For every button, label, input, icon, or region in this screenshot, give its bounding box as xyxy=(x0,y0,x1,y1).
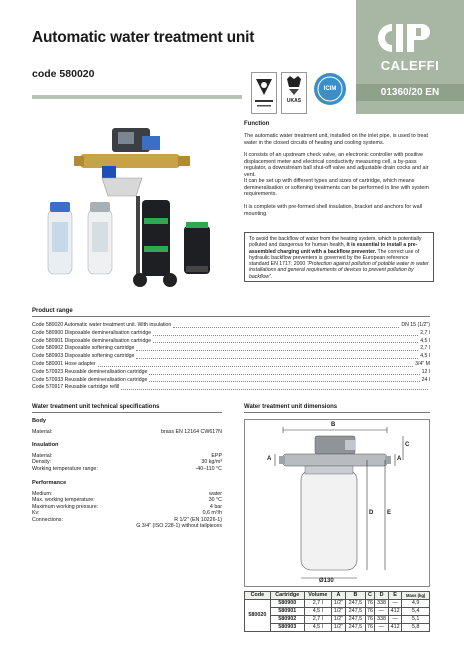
caleffi-logo-icon xyxy=(372,20,448,56)
dimension-label-a: A xyxy=(267,456,272,462)
table-row: 580903 4,5 l 1/2" 247,5 76 — 412 5,8 xyxy=(245,624,430,632)
body-heading: Body xyxy=(32,418,46,424)
function-paragraph: The automatic water treatment unit, installed on the inlet pipe, is used to treat water in the closed circuits of heating and cooling systems. xyxy=(244,133,428,146)
warning-emphasis: it is essential to install a pre-assembled charging unit with a backflow preventer. xyxy=(249,242,418,255)
product-range-row: Code 570917 Reusable cartridge refill xyxy=(32,384,430,392)
warning-text: To avoid the backflow of water from the heating system, which is potentially polluted and dangerous for human health, xyxy=(249,236,422,249)
product-range-row: Code 580020 Automatic water treatment unit. With insulation DN 15 (1/2") xyxy=(32,322,430,328)
backflow-warning-box xyxy=(244,232,434,282)
dimensions-table xyxy=(244,591,430,632)
spec-row: G 3/4" (ISO 228-1) without tailpieces xyxy=(136,523,222,529)
warning-standard-title: “Protection against pollution of potable water in water installations and general requirements of devices to prevent pollution by backflow”. xyxy=(249,261,429,280)
ukas-label: UKAS xyxy=(286,98,302,104)
table-row: 580901 4,5 l 1/2" 247,5 76 — 412 5,4 xyxy=(245,608,430,616)
dimension-label-b: B xyxy=(331,422,336,428)
certification-icon xyxy=(252,73,276,113)
dimension-label-a: A xyxy=(397,456,402,462)
table-code-cell: 580020 xyxy=(245,600,271,632)
section-divider xyxy=(32,316,430,317)
table-row: 580020 580900 2,7 l 1/2" 247,5 76 338 — 4,9 xyxy=(245,600,430,608)
dimension-label-c: C xyxy=(405,442,410,448)
dimension-diagram xyxy=(245,420,431,588)
spec-row: Material: brass EN 12164 CW617N xyxy=(32,429,222,435)
cartridge-image-1 xyxy=(48,202,72,274)
product-range-row: Code 570933 Reusable demineralisation cartridge 24 l xyxy=(32,376,430,383)
performance-heading: Performance xyxy=(32,480,67,486)
table-header-row: Code Cartridge Volume A B C D E Mass (kg) xyxy=(245,592,430,600)
dimension-label-d: D xyxy=(369,510,374,516)
dimension-label-e: E xyxy=(387,510,392,516)
spec-row: Working temperature range: -40–110 °C xyxy=(32,465,222,472)
dimension-label-diameter: Ø130 xyxy=(319,578,334,584)
treatment-unit-image xyxy=(74,128,190,196)
reusable-cartridge-image xyxy=(184,222,210,274)
function-paragraph: It consists of an upstream check valve, an electronic controller with positive displacement meter and electrical conductivity measuring cell, a by-pass regulator, a downstream ball shut-off valve and adjustable drain cocks and air vent. xyxy=(244,152,429,178)
brand-name: CALEFFI xyxy=(380,58,440,73)
spec-row: Medium: water xyxy=(32,491,222,497)
product-range-row: Code 570923 Reusable demineralisation cartridge 12 l xyxy=(32,368,430,375)
product-range-row: Code 580902 Disposable softening cartridge 2,7 l xyxy=(32,345,430,352)
insulation-heading: Insulation xyxy=(32,442,59,448)
spec-row: Kv: 0,6 m³/h xyxy=(32,510,222,517)
product-range-heading: Product range xyxy=(32,308,73,314)
specs-heading: Water treatment unit technical specifications xyxy=(32,404,160,410)
document-code: 01360/20 EN xyxy=(356,84,464,101)
product-range-row: Code 580001 Hose adapter 3/4" M xyxy=(32,361,430,367)
icim-label: ICIM xyxy=(323,86,337,92)
section-divider xyxy=(244,412,430,413)
section-divider xyxy=(32,412,222,413)
cartridge-image-2 xyxy=(88,202,112,274)
quality-cert-mark xyxy=(251,72,277,114)
product-code: code 580020 xyxy=(32,68,95,80)
warning-text: The correct use of hydraulic backflow preventers is governed by the European reference standard EN 1717: 2000 xyxy=(249,248,420,268)
spec-row: Density: 30 kg/m³ xyxy=(32,459,222,466)
product-range-row: Code 580900 Disposable demineralisation cartridge 2,7 l xyxy=(32,329,430,336)
table-row: 580902 2,7 l 1/2" 247,5 76 338 — 5,1 xyxy=(245,616,430,624)
icim-cert-mark xyxy=(313,72,347,110)
reusable-cartridge-trolley-image xyxy=(133,196,177,287)
product-range-row: Code 580901 Disposable demineralisation cartridge 4,5 l xyxy=(32,337,430,344)
dimensions-heading: Water treatment unit dimensions xyxy=(244,404,338,410)
spec-row: Material: EPP xyxy=(32,453,222,459)
function-paragraph: It can be set up with different types and sizes of cartridge, which means demineralisation or softening treatments can be performed in line with system requirements. xyxy=(244,178,429,198)
function-heading: Function xyxy=(244,121,270,127)
ukas-cert-mark xyxy=(281,72,307,114)
ukas-crown-icon xyxy=(282,73,306,113)
spec-row: Max. working temperature: 30 °C xyxy=(32,497,222,504)
header-divider xyxy=(32,95,242,99)
dimension-drawing xyxy=(244,419,430,587)
product-photo xyxy=(32,118,232,303)
spec-row: Maximum working pressure: 4 bar xyxy=(32,503,222,510)
function-paragraph: It is complete with pre-formed shell insulation, bracket and anchors for wall mounting. xyxy=(244,204,422,217)
page-title: Automatic water treatment unit xyxy=(32,29,255,46)
spec-row: Connections: R 1/2" (EN 10226-1) xyxy=(32,516,222,523)
product-range-row: Code 580903 Disposable softening cartridge 4,5 l xyxy=(32,353,430,360)
